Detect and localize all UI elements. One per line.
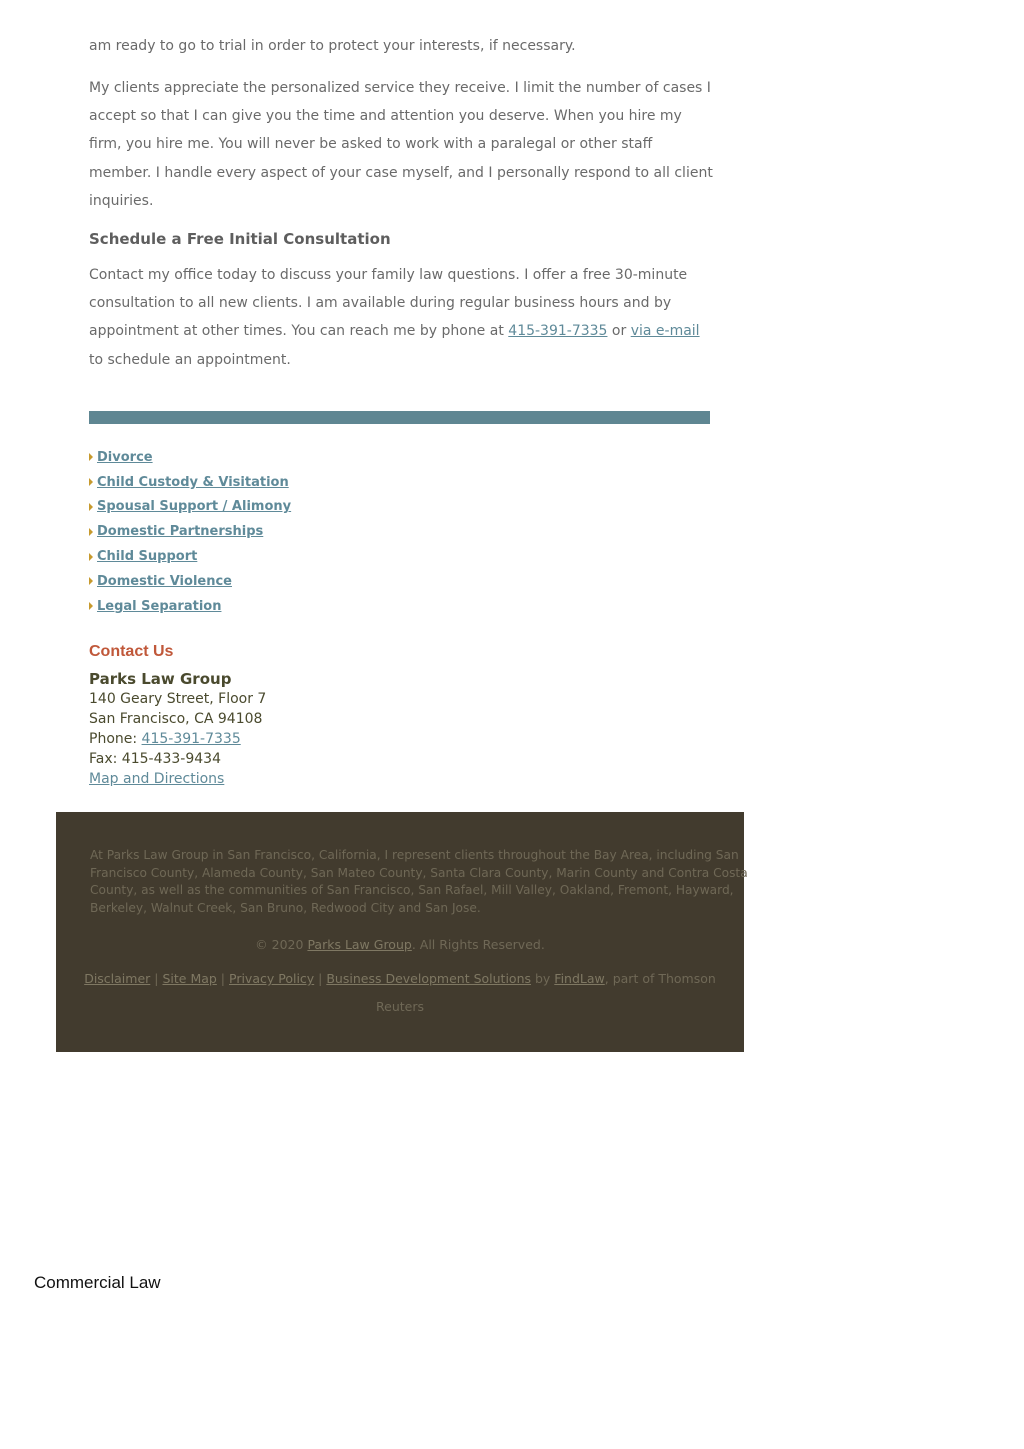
findlaw-link[interactable]: FindLaw (554, 971, 605, 986)
section-divider (89, 411, 710, 424)
intro-paragraph-2: My clients appreciate the personalized service they receive. I limit the number of cases I accept so that I can give you the time and attention you deserve. When you hire my firm, you hire me. You will never be asked to work with a paralegal or other staff member. I handle every aspect of your case myself, and I personally respond to all client inquiries. (89, 80, 713, 209)
copyright-suffix: . All Rights Reserved. (411, 937, 545, 952)
address-line-2: San Francisco, CA 94108 (89, 711, 263, 727)
fax-line: Fax: 415-433-9434 (89, 751, 221, 767)
bullet-arrow-icon (89, 577, 93, 585)
practice-areas-list (89, 445, 291, 619)
schedule-email-link[interactable]: via e-mail (630, 323, 700, 340)
footer-separator: | (150, 971, 163, 986)
site-map-link[interactable]: Site Map (162, 971, 217, 986)
privacy-policy-link[interactable]: Privacy Policy (229, 971, 315, 986)
site-footer (56, 812, 748, 1052)
schedule-text-middle: or (607, 323, 631, 340)
copyright-firm-link[interactable]: Parks Law Group (307, 937, 412, 952)
business-development-link[interactable]: Business Development Solutions (326, 971, 532, 986)
bullet-arrow-icon (89, 602, 93, 610)
schedule-paragraph (89, 261, 714, 374)
practice-item-legal-separation (89, 594, 291, 619)
practice-link-child-support[interactable]: Child Support (97, 549, 198, 565)
contact-title: Contact Us (89, 643, 174, 660)
footer-tail: , part of Thomson Reuters (376, 971, 716, 1014)
schedule-phone-link[interactable]: 415-391-7335 (508, 323, 608, 340)
practice-link-spousal-support[interactable]: Spousal Support / Alimony (97, 499, 292, 515)
footer-separator: | (216, 971, 229, 986)
phone-line (89, 729, 266, 749)
bullet-arrow-icon (89, 478, 93, 486)
contact-phone-link[interactable]: 415-391-7335 (141, 731, 241, 747)
bullet-arrow-icon (89, 453, 93, 461)
footer-links (70, 965, 730, 1021)
practice-item-child-support (89, 544, 291, 569)
practice-link-child-custody[interactable]: Child Custody & Visitation (97, 474, 289, 490)
practice-item-divorce (89, 445, 291, 470)
intro-paragraph-1: am ready to go to trial in order to protect your interests, if necessary. (89, 38, 576, 54)
copyright-prefix: © 2020 (255, 937, 308, 952)
practice-link-legal-separation[interactable]: Legal Separation (97, 598, 222, 614)
footer-description: At Parks Law Group in San Francisco, California, I represent clients throughout the Bay Area, including San Francisco County, Alameda County, San Mateo County, Santa Clara County, Marin County and Contra Costa County, as well as the communities of San Francisco, San Rafael, Mill Valley, Oakland, Fremont, Hayward, Berkeley, Walnut Creek, San Bruno, Redwood City and San Jose. (90, 848, 748, 915)
phone-label: Phone: (89, 731, 142, 747)
schedule-heading: Schedule a Free Initial Consultation (89, 230, 391, 248)
practice-link-domestic-violence[interactable]: Domestic Violence (97, 573, 232, 589)
practice-item-spousal-support (89, 495, 291, 520)
footer-by: by (531, 971, 555, 986)
practice-link-divorce[interactable]: Divorce (97, 449, 153, 465)
practice-item-domestic-violence (89, 569, 291, 594)
commercial-law-label: Commercial Law (34, 1273, 161, 1292)
practice-link-domestic-partnerships[interactable]: Domestic Partnerships (97, 524, 264, 540)
address-line-1: 140 Geary Street, Floor 7 (89, 691, 267, 707)
map-line (89, 769, 266, 789)
map-directions-link[interactable]: Map and Directions (89, 771, 225, 787)
practice-item-domestic-partnerships (89, 519, 291, 544)
contact-block (89, 641, 266, 789)
bullet-arrow-icon (89, 503, 93, 511)
firm-name: Parks Law Group (89, 670, 232, 688)
footer-copyright (56, 937, 744, 952)
practice-item-child-custody (89, 470, 291, 495)
footer-separator: | (314, 971, 327, 986)
schedule-text-after: to schedule an appointment. (89, 351, 291, 368)
schedule-text-before: Contact my office today to discuss your family law questions. I offer a free 30-minute consultation to all new clients. I am available during regular business hours and by appointment at other times. You can reach me by phone at (89, 267, 688, 340)
bullet-arrow-icon (89, 553, 93, 561)
bullet-arrow-icon (89, 528, 93, 536)
disclaimer-link[interactable]: Disclaimer (84, 971, 151, 986)
